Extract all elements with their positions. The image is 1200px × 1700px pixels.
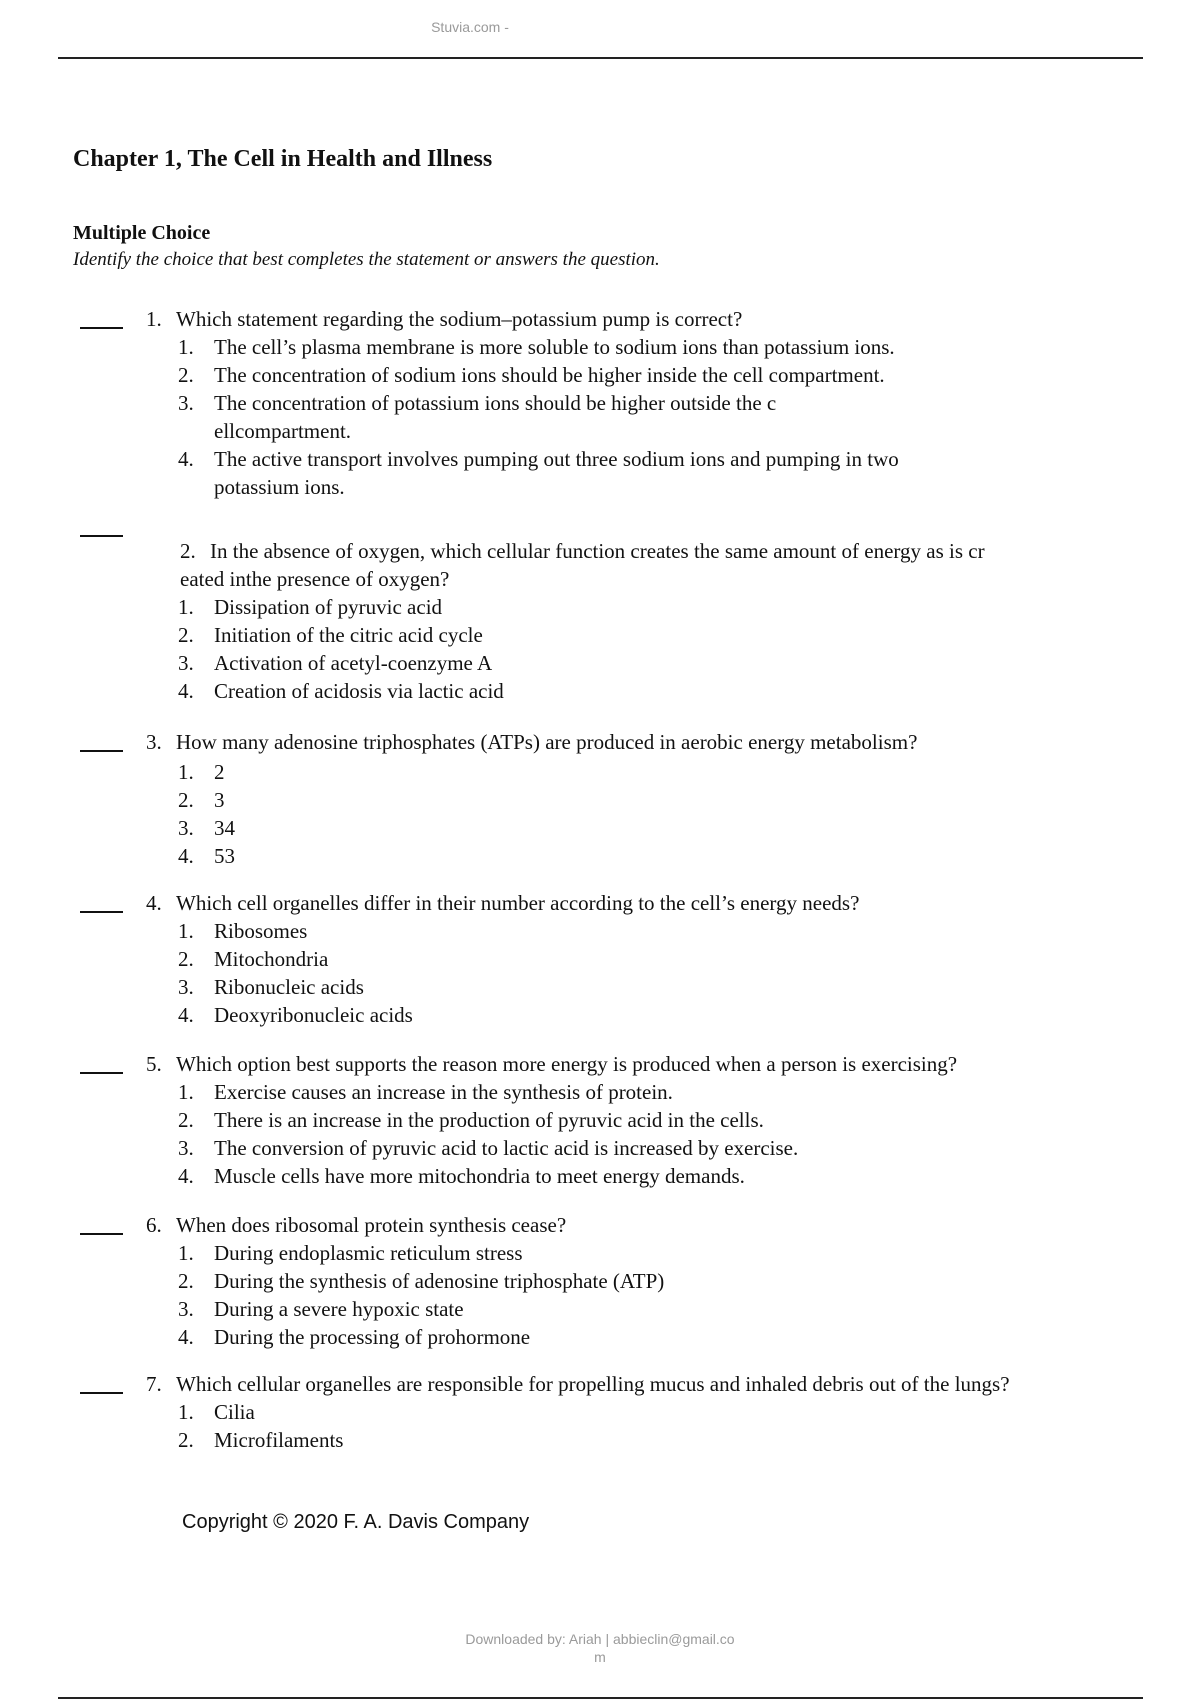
- footer-rule: [58, 1697, 1143, 1699]
- option-item: 3. The concentration of potassium ions should be higher outside the c ellcompartment.: [178, 391, 777, 443]
- option-item: 1. The cell’s plasma membrane is more soluble to sodium ions than potassium ions.: [178, 335, 895, 359]
- question-number: 2.: [180, 539, 196, 563]
- question-number: 5.: [146, 1052, 162, 1076]
- instructions: Identify the choice that best completes the statement or answers the question.: [73, 249, 660, 270]
- section-heading: Multiple Choice: [73, 222, 211, 244]
- question-stem: 4. Which cell organelles differ in their number according to the cell’s energy needs?: [146, 891, 860, 915]
- question-stem: 6. When does ribosomal protein synthesis cease?: [146, 1213, 567, 1237]
- question-stem-continued: eated inthe presence of oxygen?: [180, 567, 450, 591]
- question-stem: 3. How many adenosine triphosphates (ATPs) are produced in aerobic energy metabolism?: [146, 730, 918, 754]
- question-stem: 5. Which option best supports the reason more energy is produced when a person is exercising?: [146, 1052, 958, 1076]
- answer-blank[interactable]: [80, 1233, 123, 1235]
- answer-blank[interactable]: [80, 911, 123, 913]
- answer-blank[interactable]: [80, 1392, 123, 1394]
- answer-blank[interactable]: [80, 327, 123, 329]
- question-number: 4.: [146, 891, 162, 915]
- option-item: 4. The active transport involves pumping out three sodium ions and pumping in two potassium ions.: [178, 447, 899, 499]
- header-rule: [58, 57, 1143, 59]
- site-label: Stuvia.com -: [431, 19, 509, 35]
- question-stem: 2. In the absence of oxygen, which cellular function creates the same amount of energy as is cr: [180, 539, 985, 563]
- answer-blank[interactable]: [80, 535, 123, 537]
- option-list: [178, 333, 998, 501]
- option-item: 2. The concentration of sodium ions should be higher inside the cell compartment.: [178, 363, 885, 387]
- question-number: 7.: [146, 1372, 162, 1396]
- copyright-notice: Copyright © 2020 F. A. Davis Company: [182, 1511, 530, 1533]
- question-number: 3.: [146, 730, 162, 754]
- download-notice: Downloaded by: Ariah | abbieclin@gmail.co m: [465, 1631, 735, 1665]
- question-stem: 7. Which cellular organelles are responsible for propelling mucus and inhaled debris out of the lungs?: [146, 1372, 1010, 1396]
- question-number: 1.: [146, 307, 162, 331]
- chapter-title: Chapter 1, The Cell in Health and Illness: [73, 146, 493, 172]
- answer-blank[interactable]: [80, 1072, 123, 1074]
- question-stem: 1. Which statement regarding the sodium–potassium pump is correct?: [146, 307, 743, 331]
- answer-blank[interactable]: [80, 750, 123, 752]
- question-number: 6.: [146, 1213, 162, 1237]
